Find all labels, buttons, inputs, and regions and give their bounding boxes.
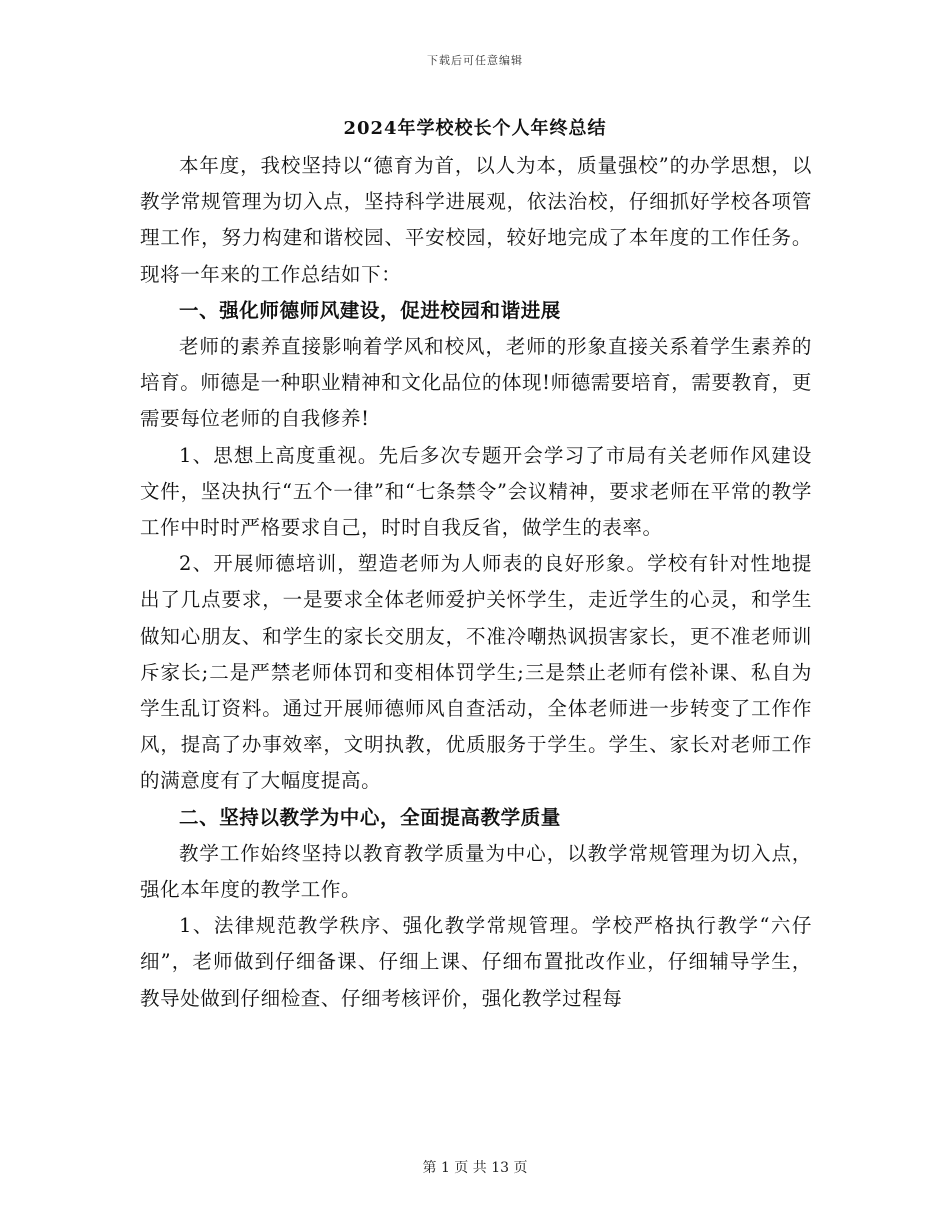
intro-paragraph: 本年度，我校坚持以“德育为首，以人为本，质量强校”的办学思想，以教学常规管理为切入点，坚持科学进展观，依法治校，仔细抓好学校各项管理工作，努力构建和谐校园、平安校园，较好地完成了本年度的工作任务。现将一年来的工作总结如下： bbox=[140, 154, 812, 286]
section-heading-1: 一、强化师德师风建设，促进校园和谐进展 bbox=[179, 298, 561, 322]
page-number-footer: 第 1 页 共 13 页 bbox=[422, 1160, 528, 1176]
body-paragraph: 2、开展师德培训，塑造老师为人师表的良好形象。学校有针对性地提出了几点要求，一是要求全体老师爱护关怀学生，走近学生的心灵，和学生做知心朋友、和学生的家长交朋友，不准冷嘲热讽损害家长，更不准老师训斥家长;二是严禁老师体罚和变相体罚学生;三是禁止老师有偿补课、私自为学生乱订资料。通过开展师德师风自查活动，全体老师进一步转变了工作作风，提高了办事效率，文明执教，优质服务于学生。学生、家长对老师工作的满意度有了大幅度提高。 bbox=[140, 552, 812, 793]
body-paragraph: 1、思想上高度重视。先后多次专题开会学习了市局有关老师作风建设文件，坚决执行“五个一律”和“七条禁令”会议精神，要求老师在平常的教学工作中时时严格要求自己，时时自我反省，做学生的表率。 bbox=[140, 443, 812, 540]
body-paragraph: 老师的素养直接影响着学风和校风，老师的形象直接关系着学生素养的培育。师德是一种职业精神和文化品位的体现!师德需要培育，需要教育，更需要每位老师的自我修养! bbox=[140, 335, 812, 431]
body-paragraph: 1、法律规范教学秩序、强化教学常规管理。学校严格执行教学“六仔细”，老师做到仔细备课、仔细上课、仔细布置批改作业，仔细辅导学生，教导处做到仔细检查、仔细考核评价，强化教学过程每 bbox=[140, 914, 812, 1010]
section-heading-2: 二、坚持以教学为中心，全面提高教学质量 bbox=[179, 805, 561, 829]
page-header-note: 下载后可任意编辑 bbox=[427, 54, 523, 67]
document-body bbox=[140, 148, 812, 1017]
document-title: 2024年学校校长个人年终总结 bbox=[343, 118, 607, 139]
body-paragraph: 教学工作始终坚持以教育教学质量为中心，以教学常规管理为切入点，强化本年度的教学工作。 bbox=[140, 841, 812, 902]
